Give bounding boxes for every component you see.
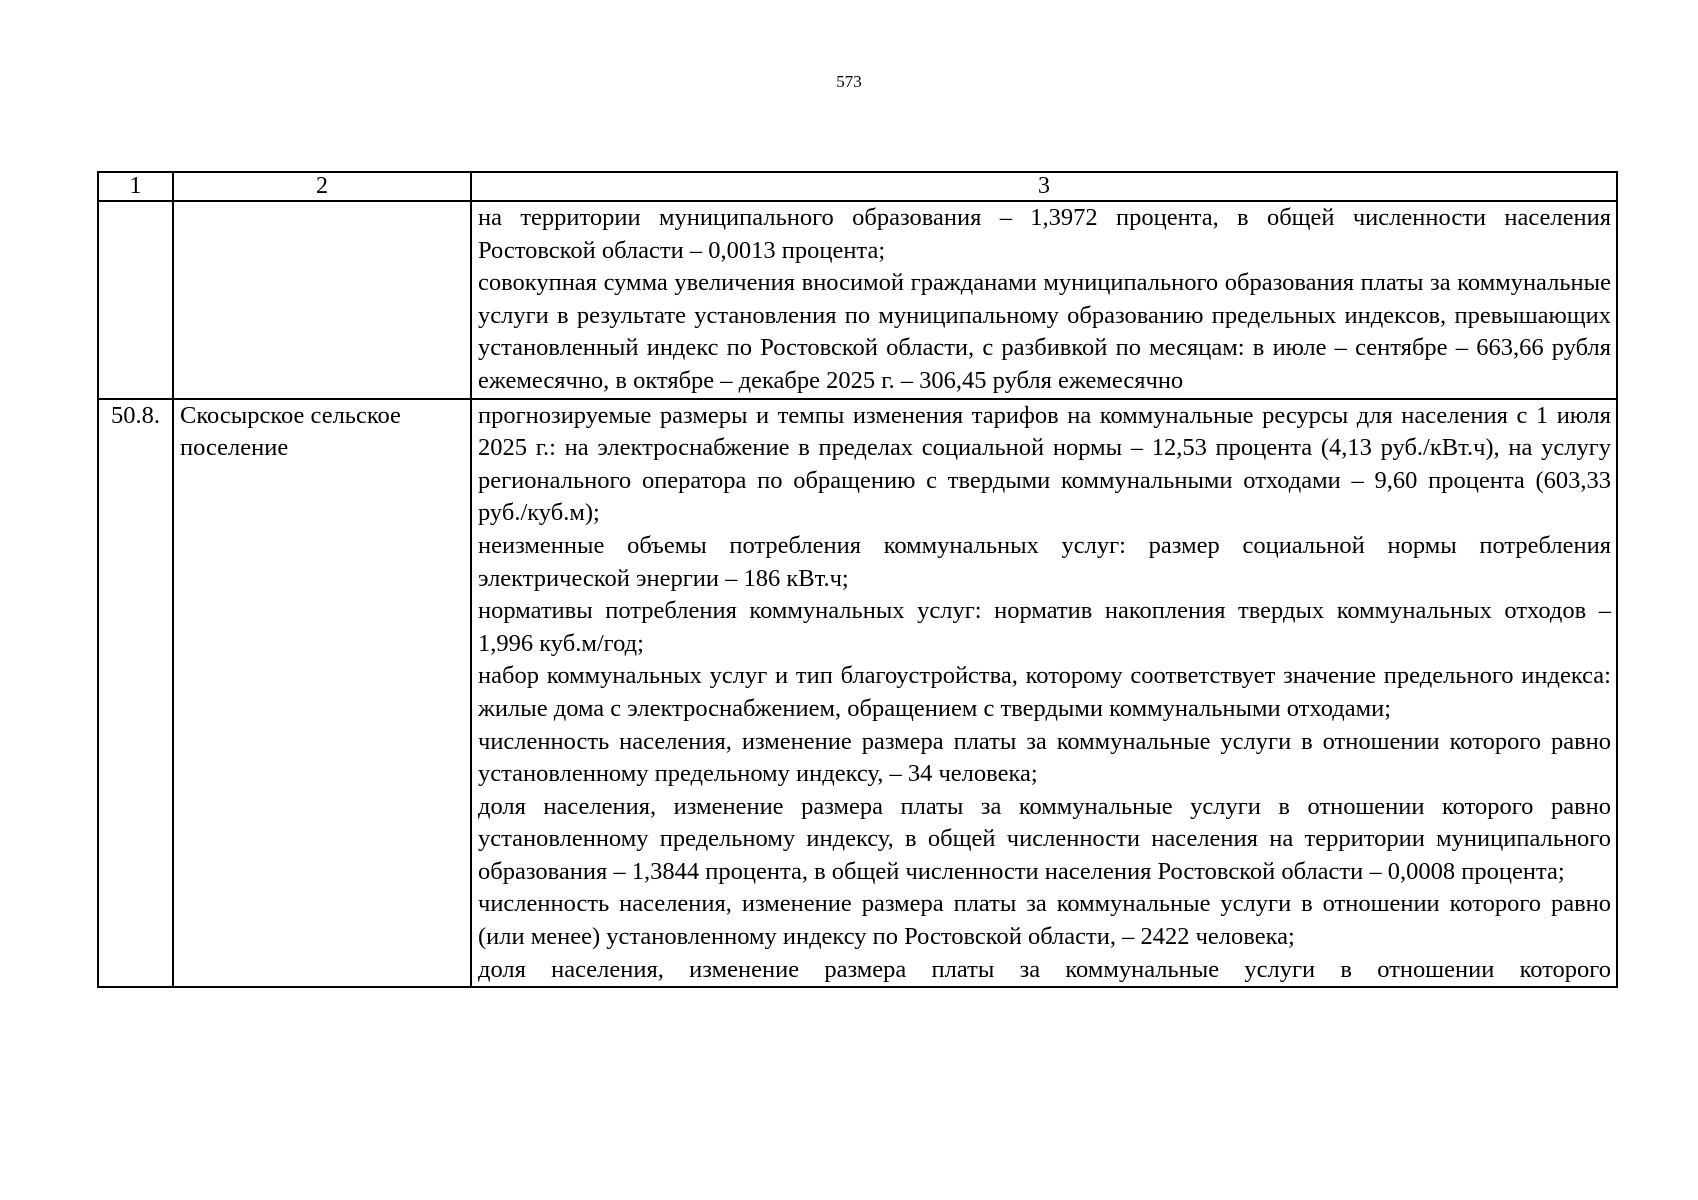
row-number-cell [98,201,173,399]
row-text-cell [471,201,1617,399]
document-table [97,171,1618,988]
text-paragraph: численность населения, изменение размера платы за коммунальные услуги в отношении которого равно (или менее) установленному индексу по Ростовской области, – 2422 человека; [478,890,1611,951]
text-paragraph: прогнозируемые размеры и темпы изменения тарифов на коммунальные ресурсы для населения с 1 июля 2025 г.: на электроснабжение в пределах социальной нормы – 12,53 процента (4,13 руб./кВт.ч), на услугу регионального оператора по обращению с твердыми коммунальными отходами – 9,60 процента (603,33 руб./куб.м); [478,401,1611,527]
row-number-cell: 50.8. [98,399,173,988]
text-paragraph: нормативы потребления коммунальных услуг: норматив накопления твердых коммунальных отходов – 1,996 куб.м/год; [478,597,1611,657]
text-paragraph: неизменные объемы потребления коммунальных услуг: размер социальной нормы потребления электрической энергии – 186 кВт.ч; [478,531,1611,592]
text-paragraph: численность населения, изменение размера платы за коммунальные услуги в отношении которого равно установленному предельному индексу, – 34 человека; [478,727,1611,788]
table-row-50-8 [98,399,1617,988]
table-header-row [98,172,1617,201]
table-row-continuation [98,201,1617,399]
row-name-cell: Скосырское сельское поселение [173,399,471,988]
page-number: 573 [836,72,862,91]
text-paragraph: доля населения, изменение размера платы за коммунальные услуги в отношении которого равно установленному предельному индексу, в общей численности населения на территории муниципального образования – 1,3844 процента, в общей численности населения Ростовской области – 0,0008 процента; [478,792,1611,885]
row-name-cell [173,201,471,399]
text-paragraph: набор коммунальных услуг и тип благоустройства, которому соответствует значение предельного индекса: жилые дома с электроснабжением, обращением с твердыми коммунальными отходами; [478,662,1611,722]
column-header-1: 1 [98,172,173,201]
row-text-cell [471,399,1617,988]
column-header-2: 2 [173,172,471,201]
text-paragraph: совокупная сумма увеличения вносимой гражданами муниципального образования платы за коммунальные услуги в результате установления по муниципальному образованию предельных индексов, превышающих установленный индекс по Ростовской области, с разбивкой по месяцам: в июле – сентябре – 663,66 рубля ежемесячно, в октябре – декабре 2025 г. – 306,45 рубля ежемесячно [478,269,1611,394]
text-paragraph: доля населения, изменение размера платы за коммунальные услуги в отношении которого [478,955,1611,983]
text-paragraph: на территории муниципального образования – 1,3972 процента, в общей численности населения Ростовской области – 0,0013 процента; [478,204,1611,264]
column-header-3: 3 [471,172,1617,201]
